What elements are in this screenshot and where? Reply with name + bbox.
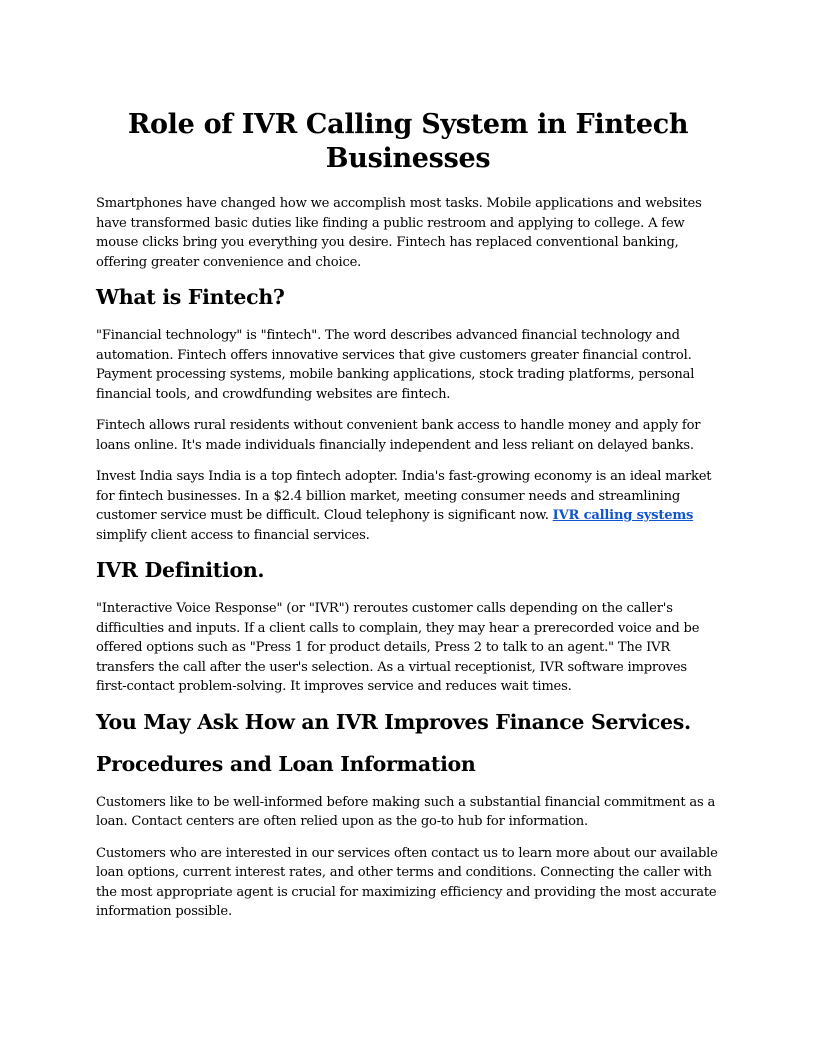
ivr-calling-systems-link[interactable]: IVR calling systems [552,508,694,523]
page-title: Role of IVR Calling System in Fintech Businesses [127,109,689,174]
procedures-paragraph-2: Customers who are interested in our services often contact us to learn more about our available loan options, current interest rates, and other terms and conditions. Connecting the caller with the most appropriate agent is crucial for maximizing efficiency and providing the most accurate information possible. [96,845,718,919]
fintech-paragraph-3-text-after: simplify client access to financial services. [96,527,370,543]
heading-ivr-definition: IVR Definition. [96,558,265,582]
fintech-paragraph-3-text-before: Invest India says India is a top fintech adopter. India's fast-growing economy is an ideal market for fintech businesses. In a $2.4 billion market, meeting consumer needs and streamlining customer service must be difficult. Cloud telephony is significant now. [96,469,712,523]
procedures-paragraph-1: Customers like to be well-informed before making such a substantial financial commitment as a loan. Contact centers are often relied upon as the go-to hub for information. [96,794,716,829]
ivr-definition-paragraph: "Interactive Voice Response" (or "IVR") reroutes customer calls depending on the caller's difficulties and inputs. If a client calls to complain, they may hear a prerecorded voice and be offered options such as "Press 1 for product details, Press 2 to talk to an agent." The IVR transfers the call after the user's selection. As a virtual receptionist, IVR software improves first-contact problem-solving. It improves service and reduces wait times. [96,601,700,694]
heading-procedures-loan-info: Procedures and Loan Information [96,751,476,776]
fintech-paragraph-2: Fintech allows rural residents without convenient bank access to handle money and apply for loans online. It's made individuals financially independent and less reliant on delayed banks. [96,418,701,453]
fintech-paragraph-1: "Financial technology" is "fintech". The word describes advanced financial technology and automation. Fintech offers innovative services that give customers greater financial control. Payment processing systems, mobile banking applications, stock trading platforms, personal financial tools, and crowdfunding websites are fintech. [96,328,695,402]
heading-what-is-fintech: What is Fintech? [96,285,285,309]
heading-ivr-improves-finance: You May Ask How an IVR Improves Finance Services. [96,709,691,734]
intro-paragraph: Smartphones have changed how we accomplish most tasks. Mobile applications and websites have transformed basic duties like finding a public restroom and applying to college. A few mouse clicks bring you everything you desire. Fintech has replaced conventional banking, offering greater convenience and choice. [96,196,702,270]
document-page [96,100,720,934]
fintech-paragraph-3 [96,467,720,545]
